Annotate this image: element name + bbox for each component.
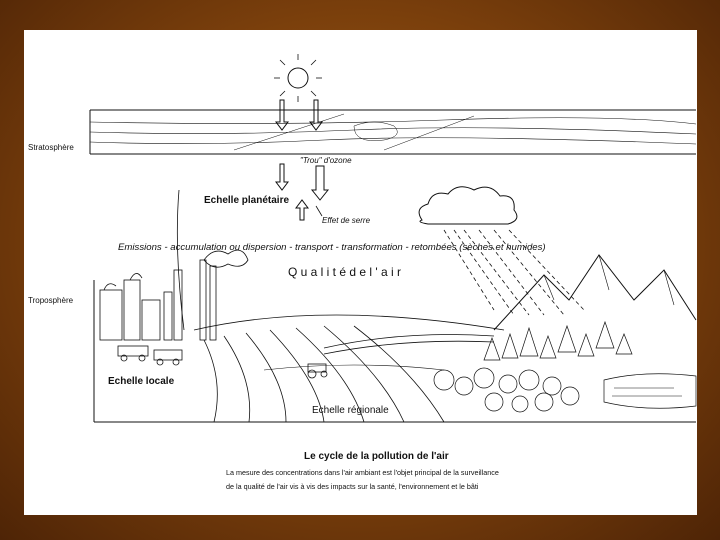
sun-icon: [274, 54, 322, 102]
road: [324, 335, 494, 355]
regional-scale-label: Echelle régionale: [312, 405, 389, 416]
radiation-arrows: [276, 164, 328, 220]
ozone-hole-label: "Trou" d'ozone: [300, 156, 352, 165]
troposphere-label: Troposphère: [28, 296, 74, 305]
diagram-slide: [24, 30, 697, 515]
caption-line-2: de la qualité de l'air vis à vis des impacts sur la santé, l'environnement et le bâti: [226, 482, 479, 491]
forest: [434, 322, 632, 412]
troposphere-frame: [94, 280, 696, 422]
caption-line-1: La mesure des concentrations dans l'air ambiant est l'objet principal de la surveillance: [226, 468, 499, 477]
lake: [604, 374, 696, 409]
solar-arrows: [276, 100, 322, 130]
mountains: [494, 255, 696, 330]
air-quality-label: Q u a l i t é d e l ' a i r: [288, 265, 402, 279]
local-scale-label: Echelle locale: [108, 376, 175, 387]
planetary-scale-label: Echelle planétaire: [204, 195, 290, 206]
stratosphere-band: [90, 110, 696, 154]
stratosphere-label: Stratosphère: [28, 143, 74, 152]
cloud-icon: [419, 187, 517, 224]
emissions-chain-label: Emissions - accumulation ou dispersion - transport - transformation - retombées (sèches et humides): [118, 242, 546, 253]
greenhouse-effect-label: Effet de serre: [322, 216, 371, 225]
caption-title: Le cycle de la pollution de l'air: [304, 451, 449, 462]
